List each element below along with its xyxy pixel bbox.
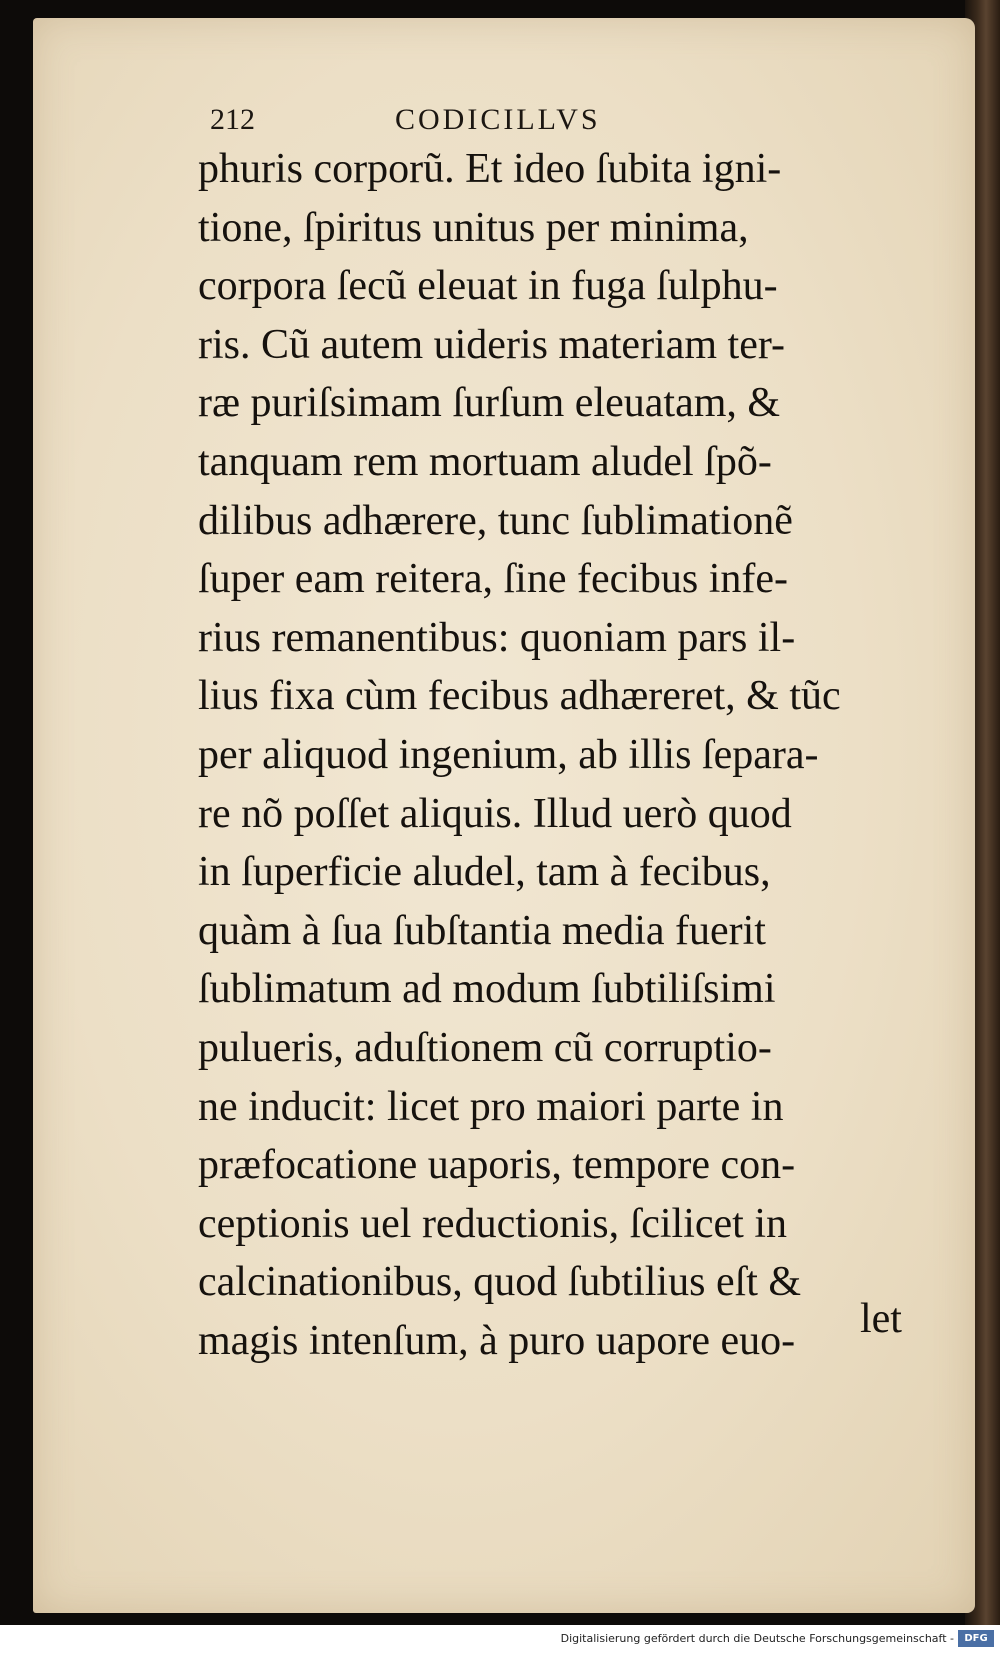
text-line: ræ puriſsimam ſurſum eleuatam, & bbox=[198, 380, 781, 427]
text-line: ris. Cũ autem uideris materiam ter- bbox=[198, 321, 785, 368]
text-line: dilibus adhærere, tunc ſublimationẽ bbox=[198, 497, 793, 544]
text-line: quàm à ſua ſubſtantia media fuerit bbox=[198, 907, 766, 954]
funding-credit: Digitalisierung gefördert durch die Deutsche Forschungsgemeinschaft - bbox=[560, 1632, 954, 1645]
text-line: lius fixa cùm fecibus adhæreret, & tũc bbox=[198, 673, 841, 720]
page-number: 212 bbox=[210, 103, 255, 136]
text-line: per aliquod ingenium, ab illis ſepara- bbox=[198, 731, 819, 778]
catchword: let bbox=[860, 1296, 902, 1342]
dfg-logo-icon: DFG bbox=[958, 1630, 994, 1647]
text-line: ſublimatum ad modum ſubtiliſsimi bbox=[198, 966, 776, 1013]
text-line: tanquam rem mortuam aludel ſpõ- bbox=[198, 438, 772, 485]
text-line: ne inducit: licet pro maiori parte in bbox=[198, 1083, 784, 1130]
footer-strip bbox=[0, 1625, 1000, 1653]
text-line: ſuper eam reitera, ſine fecibus infe- bbox=[198, 556, 789, 603]
text-line: ceptionis uel reductionis, ſcilicet in bbox=[198, 1200, 788, 1247]
text-line: tione, ſpiritus unitus per minima, bbox=[198, 204, 749, 251]
text-line: phuris corporũ. Et ideo ſubita igni- bbox=[198, 146, 782, 192]
text-line: corpora ſecũ eleuat in fuga ſulphu- bbox=[198, 263, 778, 310]
text-line: magis intenſum, à puro uapore euo- bbox=[198, 1317, 796, 1364]
text-line: re nõ poſſet aliquis. Illud uerò quod bbox=[198, 790, 792, 837]
text-line: in ſuperficie aludel, tam à fecibus, bbox=[198, 849, 771, 896]
text-line: calcinationibus, quod ſubtilius eſt & bbox=[198, 1259, 802, 1306]
running-title: CODICILLVS bbox=[395, 103, 601, 136]
page-header bbox=[210, 100, 730, 140]
text-line: pulueris, aduſtionem cũ corruptio- bbox=[198, 1024, 772, 1071]
text-block bbox=[198, 140, 918, 1370]
text-line: rius remanentibus: quoniam pars il- bbox=[198, 614, 796, 661]
text-line: præfocatione uaporis, tempore con- bbox=[198, 1142, 796, 1189]
